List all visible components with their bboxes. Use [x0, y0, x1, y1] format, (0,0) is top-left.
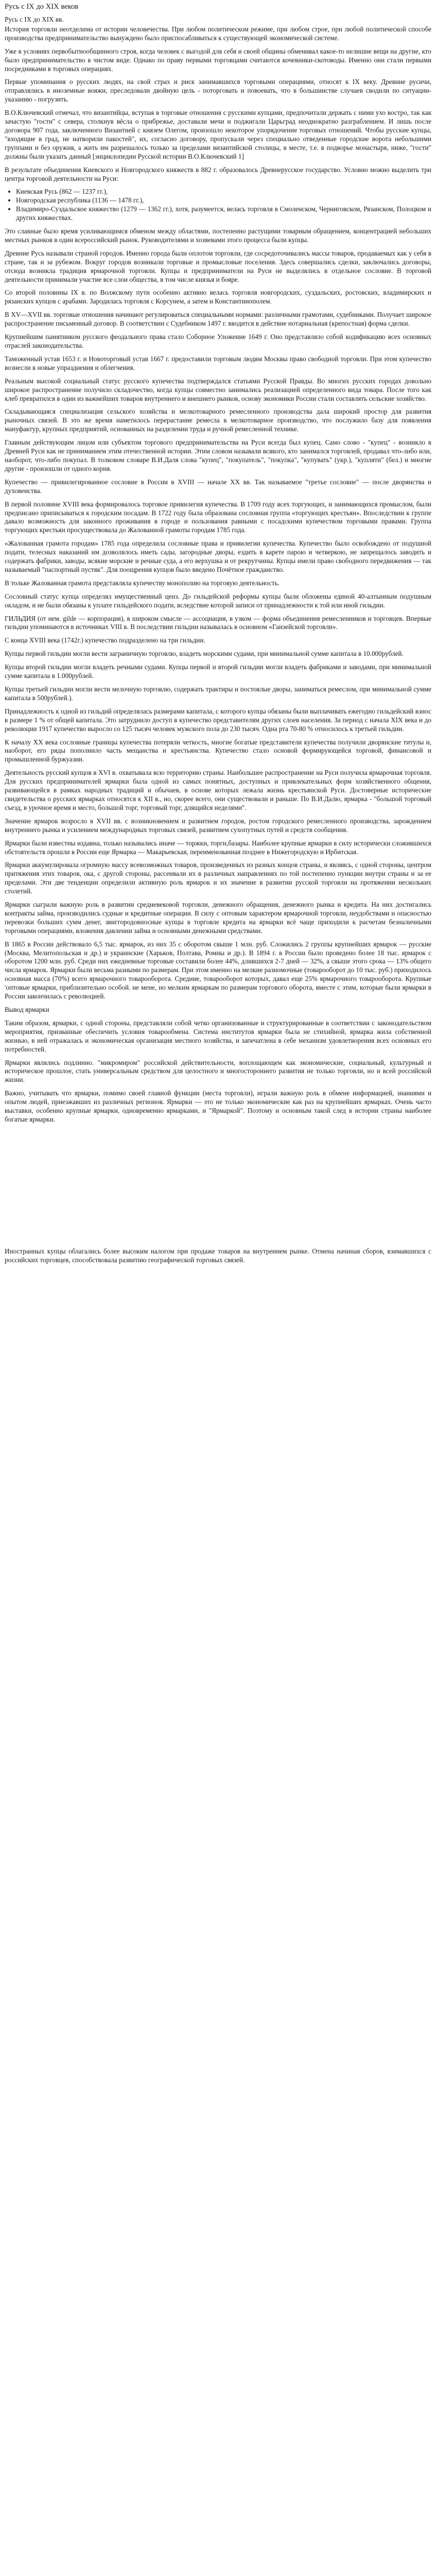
paragraph: Ярмарки являлись подлинно. "микромиром" российской действительности, воплощающем как экономические, социальный, культурный и историческое прошлое, стать универсальным средством для целостного и многостороннего развития не только торговли, но и всей российской жизни. [5, 1058, 431, 1084]
centers-list [5, 188, 431, 223]
paragraph: История торговли неотделима от истории человечества. При любом политическом режиме, при любом строе, при любой политической способе производства предпринимательство вынуждено было приспосабливаться к существующей экономической системе. [5, 25, 431, 42]
paragraph: Реальным высокой социальный статус русского купечества подтверждался статьями Русской Правды. Во многих русских городах довольно широкое распространение получило складочество, когда купцы совместно занимались реализацией определенного вида товара. После того как клеб превратился в один из важнейших товаров внутреннего и внешнего рынков, основу экономики России стали составлять сельские хозяйство. [5, 377, 431, 402]
paragraph: Сословный статус купца определял имущественный ценз. До гильдейской реформы купцы были обложены единой 40-алтынным подушным окладом, и не были обязаны к уплате гильдейского подати, вследствие которой записи от принадлежности к той или иной гильдии. [5, 592, 431, 609]
paragraph: Крупнейшим памятником русского феодального права стало Соборное Уложение 1649 г. Оно представляло собой кодификацию всех основных отраслей законодательства. [5, 333, 431, 349]
paragraph: Это славные было время усиливающимся обменом между областями, постепенно растущими товарным обращением, концентрацией небольших местных рынков в один всероссийский рынок. Руководителями и хозяевами этого процесса были купцы. [5, 227, 431, 244]
paragraph: Уже в условиях первобытнообщинного строя, когда человек с выгодой для себя и своей общины обменивал какое-то нелишне вещи на другие, кто было предпринимательство в чистом виде. Однако по праву первыми торговцами считаются кочевники-скотоводы. Именно они стали первыми посредниками в торговых операциях. [5, 47, 431, 73]
page-title: Русь с IX до XIX веков [5, 3, 79, 11]
paragraph: В тольке Жалованная грамота представляла купечеству монополию на торговую деятельность. [5, 579, 280, 587]
document [0, 0, 436, 1265]
paragraph: В.О.Ключевский отмечал, что византийцы, вступая в торговые отношения с русскими купцами, предпочитали держать с ними ухо востро, так как зачастую "гости" с севера, столкнув вёсла о прибрежье, доставали мечи и поджигали Царьград неоднократно разграблением. И лишь после договора 907 года, заключенного Византией с князем Олегом, произошло некоторое упорядочение торговых отношений. Чтобы русские купцы, "входящие в град, не натворили пакостей", их, согласно договору, пропускали через специально отведенные городские ворота небольшими группами и без оружия, а жить им разрешалось только за пределами византийской столицы, в месте, т.е. в подворье монастыря, ниже, "гости" должны были указать данный [энциклопедии Русской истории В.О.Ключевский 1] [5, 109, 431, 160]
paragraph: К началу XX века сословные границы купечества потеряли четкость, многие богатые представители купечества получили дворянские титулы и, наоборот, его ряды пополнило часть мещанства и крестьянства. Купечество стало основой формирующейся торговой, финансовой и промышленной буржуазии. [5, 738, 431, 764]
paragraph: Со второй половины IX в. по Волжскому пути особенно активно велась торговля новгородских, суздальских, ростовских, владимирских и рязанских купцов с арабами. Зародилась торговля с Корсунем, а затем и Константинополем. [5, 289, 431, 306]
paragraph: Купцы первой гильдии могли вести заграничную торговлю, владеть морскими судами, при минимальной сумме капитала в 10.000рублей. [5, 650, 404, 658]
paragraph: «Жалованная грамота городам» 1785 года определила сословные права и привилегии купечества. Купечество было освобождено от подушной подати, телесных наказаний им дозволялось иметь сады, загородные дворы, ездить в карете парою и четверкою, не запрещалось заводить и содержать фабрики, заводы, всякие морские и речные суда, а его верхушка и от рекрутчины. Купцы имели право свободного передвижения — так называемый "паспортный пустяк". Для поощрения купцов было введено Почётное гражданство. [5, 539, 431, 573]
paragraph: Первые упоминания о русских людях, на свой страх и риск занимавшихся торговыми операциями, относят к IX веку. Древние русичи, отправлялись в иноземные вояжи, преследовали двойную цель - поторговать и повоевать, что в большинстве случаев сводили по ситуации-указанию - погрузить. [5, 78, 431, 104]
paragraph: Главным действующим лицом или субъектом торгового предпринимательства на Руси всегда был купец. Само слово - "купец" - возникло в Древней Руси как не приниманием этим отечественной истории. Этим словом называли всякого, кто занимался торговлей, продавал что-либо или, наоборот, что-либо покупал. В толковом словаре В.И.Даля слова "купец", "покупатель", "покупка", "купувать" (укр.), "купляти" (бел.) и многие другие - произошли от одного корня. [5, 438, 431, 472]
paragraph: Ярмарки аккумулировала огромную массу всевозможных товаров, произведенных из разных концов страны, и являясь, с одной стороны, центром притяжения этих товаров, ока, с другой стороны, рассеивали их в различных направлениях по той постепенно пункции внутри страны и за ее пределами. Эти две тенденции определили активную роль ярмарок и их значение в развитии русской торговли на протяжении нескольких столетий. [5, 861, 431, 895]
list-item: • Киевская Русь (862 — 1237 гг.), [16, 188, 431, 196]
paragraph: Таким образом, ярмарки, с одной стороны, представляли собой четко организованные и структурированные в соответствии с законодательством мероприятия, призванные обеспечить условия товарообмена. Система институтов ярмарки была не стихийной, ярмарка жила собственной жизнью, в ней отражалась и экономическая организация местного хозяйства, и запечатлена в себе механизм удовлетворения всех основных его потребностей. [5, 1019, 431, 1053]
lead-line: Русь с IX до XIX вв. [5, 15, 64, 23]
paragraph: Купцы второй гильдии могли владеть речными судами. Купцы первой и второй гильдии могли владеть фабриками и заводами, при минимальной сумме капитала в 1.000рублей. [5, 663, 431, 680]
paragraph: Ярмарки сыграли важную роль в развитии средневековой торговли, денежного обращения, денежного рынка и кредита. На них достигались контракты займа, производились судные и кредитные операции. В силу с оптовым характером ярмарочной торговли, неудобствами и опасностью перевозки больших сумм денег, звиггородовносные купцы в торговле кредита на ярмарки всё чаще приходили к расчетам безналичными торговыми операциями, вложения давлении займа и основными денежными средствами. [5, 901, 431, 935]
spacer [5, 1129, 431, 1247]
paragraph: Значение ярмарок возросло в XVII вв. с возникновением и развитием городов, ростом городского ремесленного производства, зарождением внутреннего рынка и усилением международных торговых связей, развитием сухопутных путей и средств сообщения. [5, 817, 431, 834]
paragraph: В 1865 в России действовало 6,5 тыс. ярмарок, из них 35 с оборотом свыше 1 млн. руб. Сложились 2 группы крупнейших ярмарок — русские (Москва, Мелитопольская и др.) и украинские (Харьков, Полтава, Ромны и др.). В 1894 г. в России было проведено более 18 тыс. ярмарок с оборотом 1200 млн. руб. Среди них ежедневные торговые составили более 44%, длившихся 2-7 дней — 32%, а свыше этого срока — 13% общего числа ярмарок. Ярмарки были весьма разными по размерам. При этом именно на мелкие разномочные (товарооборот до 10 тыс. руб.) приходилось основная масса (70%) всего ярмарочного товарооборота. Средние, товарооборот которых, давал еще 25% ярмарочного товарооборота. Крупные 'оптовые ярмарки, приблизительно особой. не мене, но мелким ярмаркам по размерам торгового оборота, вместе с этим, которые были ярмарки в России закончилась с революцией. [5, 940, 431, 1001]
list-item: • Владимиро-Суздальское княжество (1279 — 1362 гг.), хотя, разумеется, велась торговля в Смоленском, Черниговском, Рязанском, Полоцком и других княжествах. [16, 205, 431, 223]
paragraph: Вывод ярмарки [5, 1006, 49, 1013]
paragraph: В первой половине XVIII века формировалось торговое привилегия купечества. В 1709 году всех торгующих, и занимающихся промыслом, были предписано приписываться к городским посадам. В 1722 году была образована сословная группа «торгующих крестьян». Впоследствии к группе давало возможность для законного проживания в городе и пользования равными с посадскими купечеством торговыми правами. Группа торгующих крестьян просуществовала до Жалованной грамоты городам 1785 года. [5, 500, 431, 534]
paragraph: В XV—XVII вв. торговые отношения начинают регулироваться специальными нормами: различными грамотами, судебниками. Получает широкое распространение письменный договор. В соответствии с Судебником 1497 г. вводится в действие нотариальная (крепостная) форма сделки. [5, 311, 431, 328]
paragraph: Деятельность русский купцов в XVI в. охватывала всю территорию страны. Наибольшее распространение на Руси получила ярмарочная торговля. Для русских предпринимателей ярмарки была одной из самых понятных, доступных и привлекательных форм хозяйственного общения, развивающейся в рамках народных традиций и обычаев, в основе которых лежала жизнь крестьянской Руси. Достоверные исторические свидетельства о русских ярмарках относятся к XII в., но, скорее всего, они существовали и раньше. По В.И.Далю, ярмарка - "большой торговый съезд, в урочное время и место, большой торг, торговый торг, длящийся неделями". [5, 769, 431, 811]
paragraph: Важно, учитывать что ярмарки, помимо своей главной функции (места торговли), играли важную роль в обмене информацией, знаниями и опытом людей, приезжавших из различных регионов. Ярмарки — это не только экономические как раз на крупнейших ярмарках. Очень часто выставки, особенно крупные ярмарки, одновременно ярмарками, и "Ярмаркой". Поэтому и основным такой след в истории страны наиболее богатые ярмарки. [5, 1089, 431, 1123]
paragraph: Ярмарки были известны издавна, только назывались иначе — торжки, торги,базары. Наиболее крупные ярмарки в силу исторически сложившихся обстоятельств прошли в России еще Ярмарка — Макарьевская, переименованная позднее в Нижегородскую и Ирбитская. [5, 839, 431, 856]
tail-paragraph: Иностранных купцы облагались более высоким налогом при продаже товаров на внутреннем рынке. Отмена начиная сборов, взимавшихся с российских торговцев, способствовала развитию географической торговых связей. [5, 1247, 431, 1264]
paragraph: Принадлежность к одной из гильдий определялась размерами капитала, с которого купцы обязаны были выплачивать ежегодно гильдейский взнос в размере 1 % от общей капитала. Это затруднило доступ в купечество представителям других слоев населения. За период с начала XIX века и до революции 1917 купечество выросло со 125 тысяч человек мужского пола до 230 тысяч. Одна рта 70-80 % относилось к третьей гильдии. [5, 707, 431, 733]
paragraph: Таможенный устав 1653 г. и Новоторговый устав 1667 г. предоставили торговым людям Москвы право свободной торговли. При этом купечество вознесли в новые упразднения и облегчения. [5, 354, 431, 371]
section-b [5, 227, 431, 1124]
paragraph: ГИЛЬДИЯ (от нем. gilde — корпорация), в широком смысле — ассоциация, в узком — форма объединения ремесленников и торговцев. Впервые гильдии упоминаются в источниках VIII в. В последствии гильдии называлась в основном «Ганзейской торговли». [5, 614, 431, 631]
paragraph: В результате объединения Киевского и Новгородского княжеств в 882 г. образовалось Древнерусское государство. Условно можно выделить три центра торговой деятельности на Руси: [5, 165, 431, 182]
paragraph: Купцы третьей гильдии могли вести мелочную торговлю, содержать трактиры и постоялые дворы, заниматься ремеслом, при минимальной сумме капитала в 500рублей.). [5, 685, 431, 702]
paragraph: Складывающаяся специализация сельского хозяйства и мелкотоварного ремесленного производства дала широкий простор для развития рыночных связей. В это же время наметилось перерастание ремесла в мелкотоварное производство, что послужило базу для появления мануфактур, крупных предприятий, основанных на разделении труда и ручной ремесленной технике. [5, 408, 431, 433]
list-item: • Новгородская республика (1136 — 1478 гг.), [16, 196, 431, 205]
paragraph: С конца XVIII века (1742г.) купечество подразделено на три гильдии. [5, 636, 205, 645]
paragraph: Древние Русь называли страной городов. Именно города были оплотом торговли, где сосредоточивались массы товаров, продаваемых как у себя в стране, так и за рубежом. Вокруг городов возникали торговые и промысловые поселения. Здесь совершались сделки, заключались договоры, отсюда возникла традиция ярмарочной торговли. Купцы и предприниматели на Руси не выделялись в отдельное сословие. В торговой деятельности принимали участие все слои общества, в том числе князья и бояре. [5, 249, 431, 283]
section-a [5, 25, 431, 183]
paragraph: Купечество — привилегированное сословие в России в XVIII — начале XX вв. Так называемое "третье сословие" — после дворянства и духовенства. [5, 478, 431, 495]
